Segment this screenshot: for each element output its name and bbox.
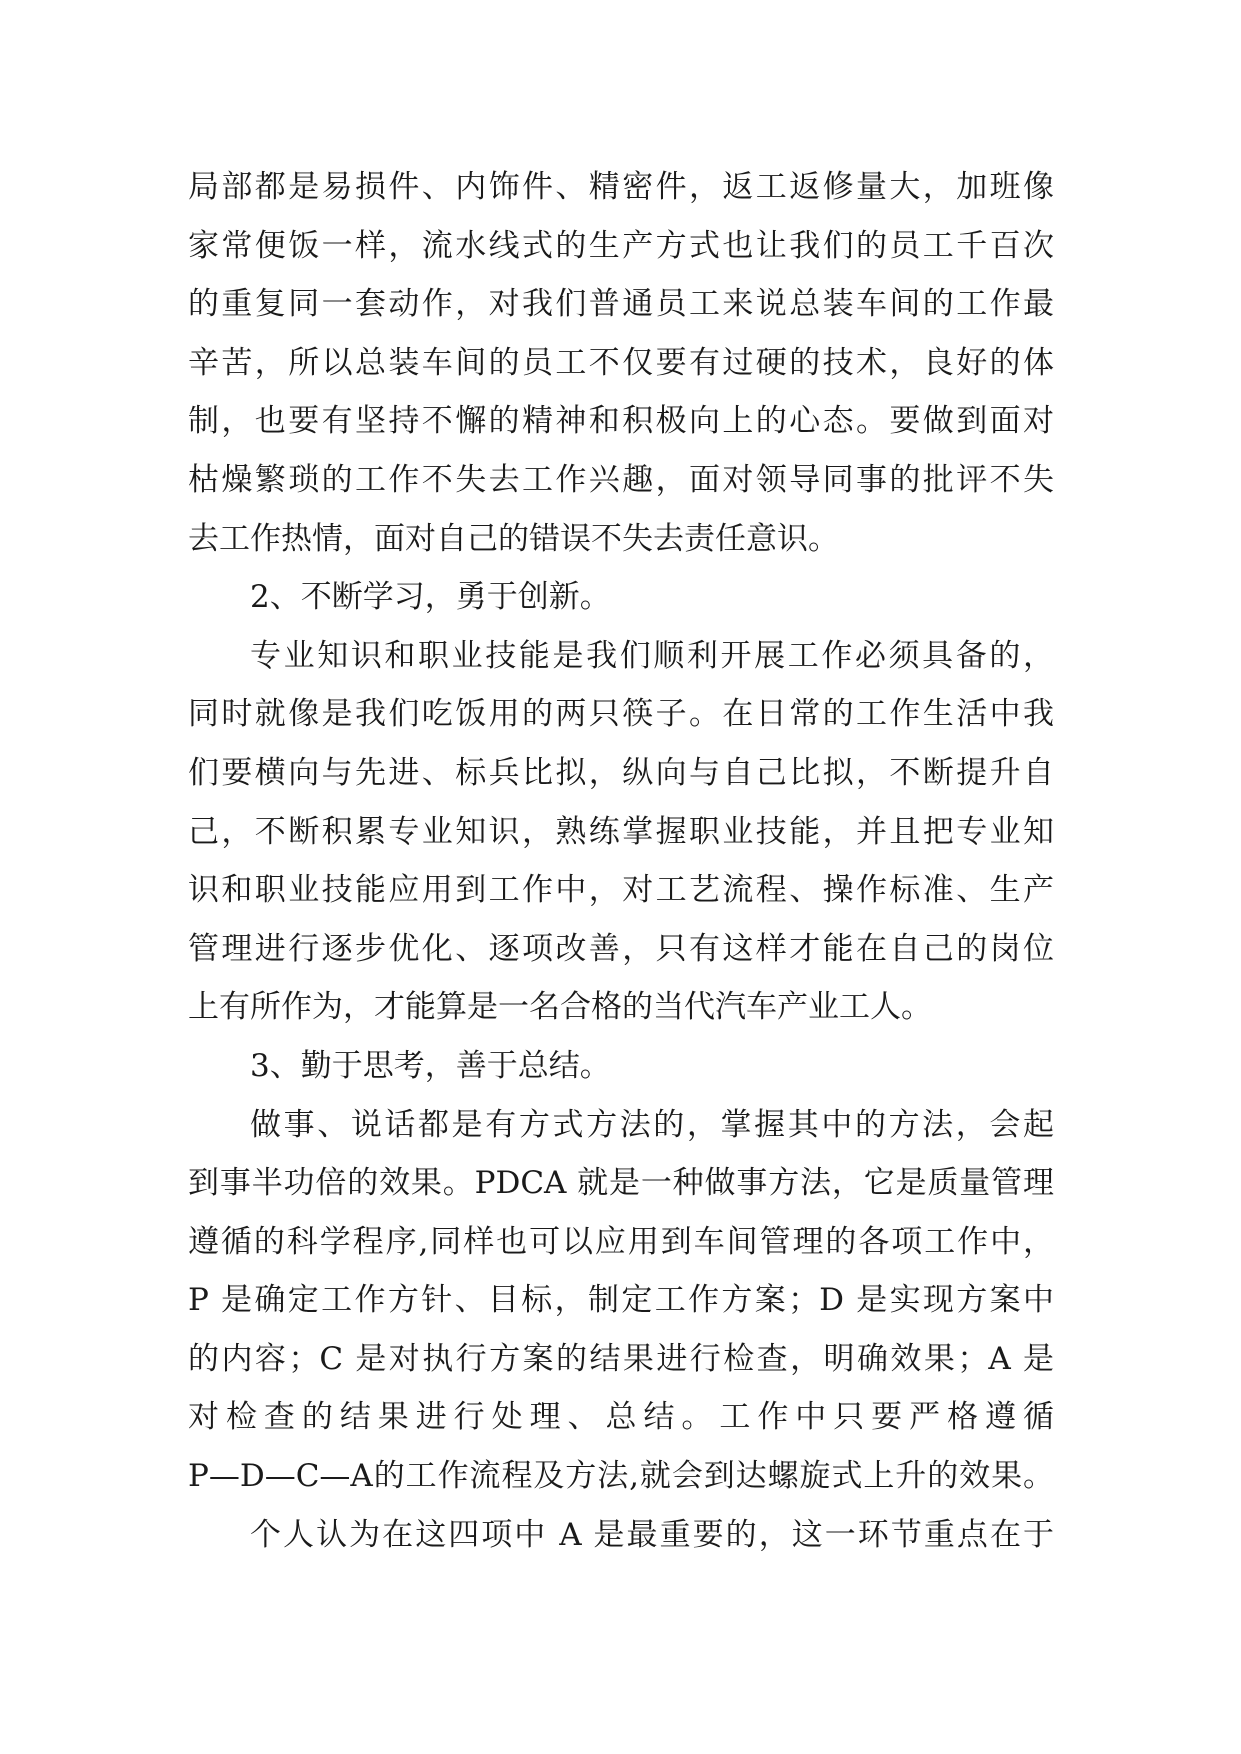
section-heading: 2、不断学习，勇于创新。 — [250, 579, 611, 616]
text-line: 制，也要有坚持不懈的精神和积极向上的心态。要做到面对 — [188, 403, 1054, 440]
text-line: 对检查的结果进行处理、总结。工作中只要严格遵循 — [188, 1399, 1054, 1436]
text-line: 做事、说话都是有方式方法的，掌握其中的方法，会起 — [250, 1106, 1054, 1143]
text-line: 识和职业技能应用到工作中，对工艺流程、操作标准、生产 — [188, 872, 1054, 909]
text-line: 己，不断积累专业知识，熟练掌握职业技能，并且把专业知 — [188, 813, 1054, 850]
text-line: 管理进行逐步优化、逐项改善，只有这样才能在自己的岗位 — [188, 930, 1054, 967]
text-line: 们要横向与先进、标兵比拟，纵向与自己比拟，不断提升自 — [188, 754, 1054, 791]
text-line: 局部都是易损件、内饰件、精密件，返工返修量大，加班像 — [188, 169, 1054, 205]
text-line: P 是确定工作方针、目标，制定工作方案；D 是实现方案中 — [188, 1282, 1054, 1319]
text-line: 专业知识和职业技能是我们顺利开展工作必须具备的， — [250, 637, 1054, 674]
text-line: 去工作热情，面对自己的错误不失去责任意识。 — [188, 520, 839, 557]
text-line: 个人认为在这四项中 A 是最重要的，这一环节重点在于 — [250, 1516, 1054, 1553]
text-line: 上有所作为，才能算是一名合格的当代汽车产业工人。 — [188, 989, 932, 1026]
text-line: 家常便饭一样，流水线式的生产方式也让我们的员工千百次 — [188, 227, 1054, 264]
text-line: 辛苦，所以总装车间的员工不仅要有过硬的技术，良好的体 — [188, 344, 1054, 381]
text-line: P—D—C—A的工作流程及方法,就会到达螺旋式上升的效果。 — [188, 1458, 1054, 1495]
text-line: 同时就像是我们吃饭用的两只筷子。在日常的工作生活中我 — [188, 696, 1054, 733]
section-heading: 3、勤于思考，善于总结。 — [250, 1047, 611, 1084]
text-line: 遵循的科学程序,同样也可以应用到车间管理的各项工作中， — [188, 1223, 1054, 1260]
text-line: 到事半功倍的效果。PDCA 就是一种做事方法，它是质量管理 — [188, 1165, 1054, 1202]
text-line: 的重复同一套动作，对我们普通员工来说总装车间的工作最 — [188, 286, 1054, 323]
body-text — [188, 158, 1054, 1564]
text-line: 的内容；C 是对执行方案的结果进行检查，明确效果；A 是 — [188, 1340, 1054, 1377]
text-line: 枯燥繁琐的工作不失去工作兴趣，面对领导同事的批评不失 — [188, 461, 1054, 498]
